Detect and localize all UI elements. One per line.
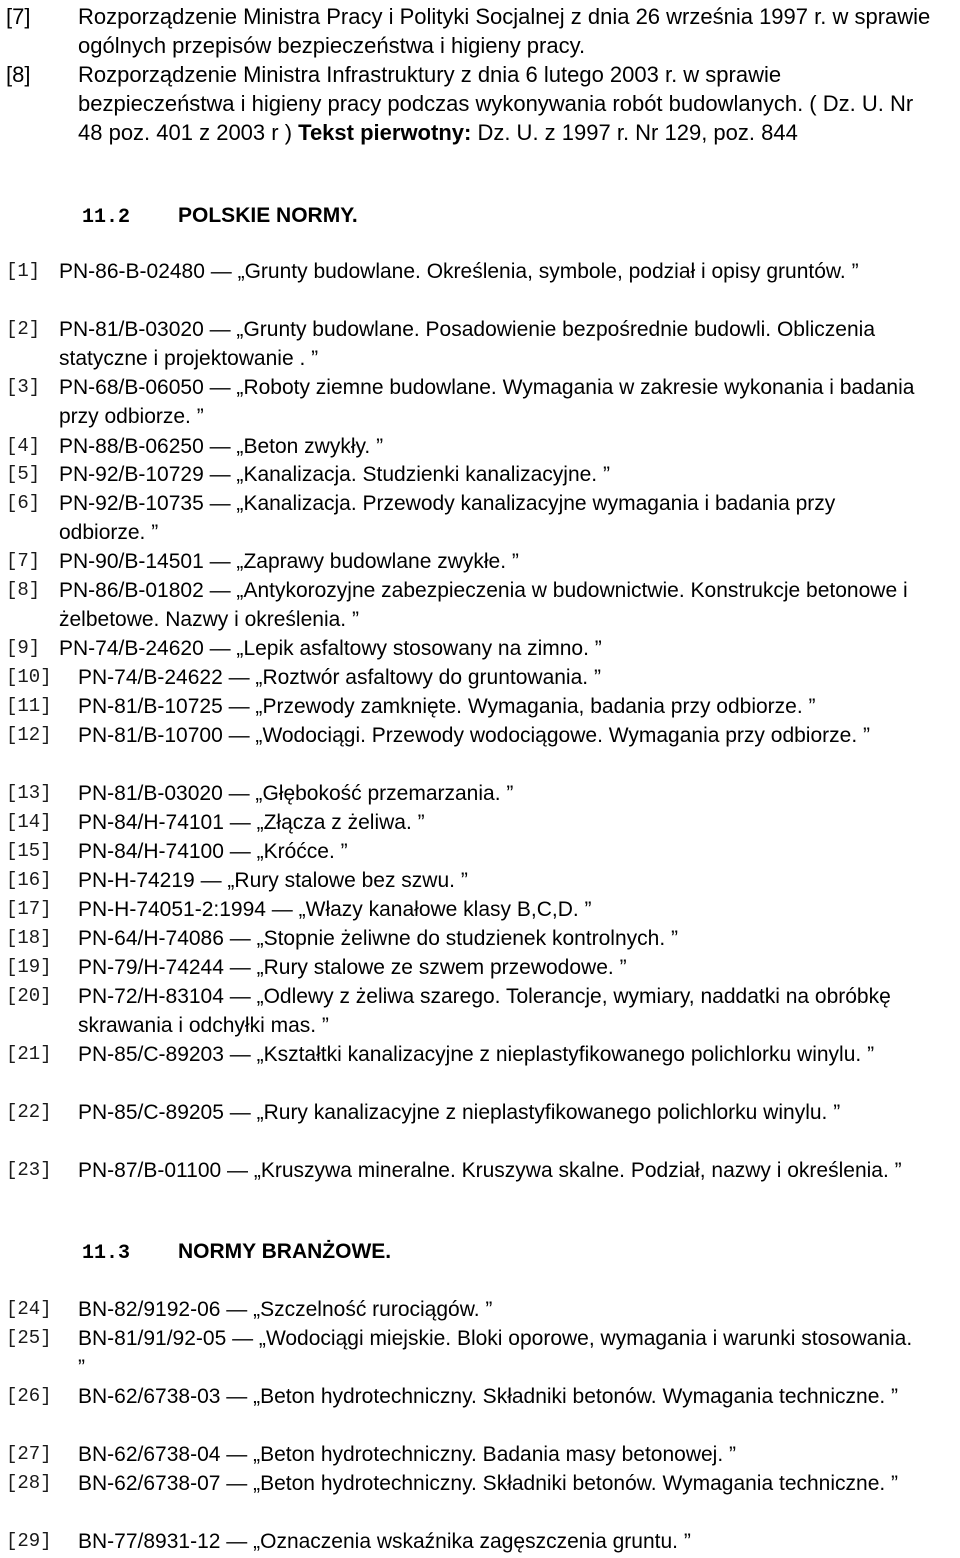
norm-code: BN-62/6738-07	[78, 1472, 221, 1495]
norm-text	[78, 1156, 920, 1185]
dash-separator: — „	[220, 1472, 261, 1495]
norm-number: [4]	[6, 435, 41, 457]
norm-list-item	[0, 1098, 960, 1127]
norm-text	[78, 808, 920, 837]
norm-code: PN-81/B-03020	[59, 318, 204, 341]
norm-title: Włazy kanałowe klasy B,C,D.	[305, 898, 579, 921]
closing-quote: ”	[145, 521, 159, 544]
closing-quote: ”	[665, 927, 678, 950]
dash-separator: — „	[203, 463, 244, 486]
norm-code: PN-81/B-10725	[78, 695, 223, 718]
norm-number: [3]	[6, 376, 41, 398]
norm-list-item	[0, 576, 960, 634]
norm-text	[59, 432, 920, 461]
dash-separator: — „	[203, 492, 244, 515]
closing-quote: ”	[885, 1472, 899, 1495]
norm-text	[78, 1098, 920, 1127]
norm-list-item	[0, 1527, 960, 1556]
norm-text	[78, 1295, 920, 1324]
norm-text	[59, 576, 920, 634]
norm-text	[78, 663, 920, 692]
dash-separator: — „	[226, 1327, 266, 1350]
norm-number: [5]	[6, 463, 41, 485]
norm-number: [22]	[6, 1101, 52, 1123]
norm-text	[59, 489, 920, 547]
norm-code: PN-74/B-24620	[59, 637, 204, 660]
section-title: NORMY BRANŻOWE.	[178, 1240, 392, 1263]
closing-quote: ”	[861, 1043, 875, 1066]
closing-quote: ”	[578, 898, 592, 921]
closing-quote: ”	[78, 1356, 85, 1379]
norm-code: PN-92/B-10735	[59, 492, 204, 515]
dash-separator: — „	[203, 376, 244, 399]
norm-title: Rury kanalizacyjne z nieplastyfikowanego polichlorku winylu.	[263, 1101, 828, 1124]
norm-text	[59, 547, 920, 576]
section-heading-polskie-normy	[82, 201, 358, 232]
norm-title: Grunty budowlane. Określenia, symbole, podział i opisy gruntów.	[244, 260, 846, 283]
norm-code: PN-74/B-24622	[78, 666, 223, 689]
norm-list-item	[0, 1324, 960, 1382]
norm-number: [11]	[6, 695, 52, 717]
closing-quote: ”	[305, 347, 319, 370]
norm-title: Grunty budowlane. Posadowienie bezpośrednie budowli. Obliczenia statyczne i projektowanie .	[59, 318, 875, 370]
norm-list-item	[0, 692, 960, 721]
dash-separator: — „	[223, 927, 264, 950]
closing-quote: ”	[479, 1298, 493, 1321]
norm-code: PN-81/B-03020	[78, 782, 223, 805]
norm-number: [19]	[6, 956, 52, 978]
norm-number: [10]	[6, 666, 52, 688]
norm-title: Szczelność rurociągów.	[260, 1298, 480, 1321]
norm-list-item	[0, 837, 960, 866]
norm-number: [9]	[6, 637, 41, 659]
norm-title: Stopnie żeliwne do studzienek kontrolnych.	[263, 927, 666, 950]
closing-quote: ”	[885, 1385, 899, 1408]
closing-quote: ”	[370, 435, 384, 458]
norm-text	[78, 1527, 920, 1556]
norm-list-item	[0, 1382, 960, 1411]
norm-list-item	[0, 924, 960, 953]
closing-quote: ”	[845, 260, 859, 283]
dash-separator: — „	[223, 1043, 264, 1066]
dash-separator: — „	[223, 985, 264, 1008]
dash-separator: — „	[223, 956, 264, 979]
norm-code: PN-64/H-74086	[78, 927, 224, 950]
norm-title: Oznaczenia wskaźnika zagęszczenia gruntu.	[260, 1530, 678, 1553]
dash-separator: — „	[203, 550, 244, 573]
intro-reference-7	[0, 2, 960, 60]
norm-code: PN-H-74219	[78, 869, 195, 892]
dash-separator: — „	[222, 695, 263, 718]
closing-quote: ”	[723, 1443, 736, 1466]
norm-list-item	[0, 1156, 960, 1185]
closing-quote: ”	[802, 695, 816, 718]
norm-number: [26]	[6, 1385, 52, 1407]
norm-list-item	[0, 257, 960, 286]
norm-number: [23]	[6, 1159, 52, 1181]
norm-code: PN-92/B-10729	[59, 463, 204, 486]
norm-title: Beton hydrotechniczny. Składniki betonów. Wymagania techniczne.	[260, 1472, 886, 1495]
norm-code: PN-90/B-14501	[59, 550, 204, 573]
norm-text	[78, 837, 920, 866]
norm-code: PN-68/B-06050	[59, 376, 204, 399]
norm-text	[78, 866, 920, 895]
norm-code: PN-88/B-06250	[59, 435, 204, 458]
norm-title: Roboty ziemne budowlane. Wymagania w zakresie wykonania i badania przy odbiorze.	[59, 376, 915, 428]
norm-number: [8]	[6, 579, 41, 601]
dash-separator: — „	[222, 782, 263, 805]
dash-separator: — „	[204, 260, 245, 283]
closing-quote: ”	[827, 1101, 841, 1124]
norm-title: Króćce.	[263, 840, 335, 863]
norm-text	[78, 721, 920, 750]
norm-text	[59, 373, 920, 431]
dash-separator: — „	[203, 318, 244, 341]
reference-number: [7]	[6, 4, 31, 29]
norm-title: Beton zwykły.	[243, 435, 371, 458]
dash-separator: — „	[203, 435, 244, 458]
dash-separator: — „	[222, 724, 263, 747]
norm-number: [24]	[6, 1298, 52, 1320]
norm-text	[78, 1382, 920, 1411]
closing-quote: ”	[506, 550, 519, 573]
norm-text	[78, 692, 920, 721]
norm-list-item	[0, 1440, 960, 1469]
norm-list-item	[0, 489, 960, 547]
norm-list-item	[0, 547, 960, 576]
norm-title: Beton hydrotechniczny. Składniki betonów. Wymagania techniczne.	[260, 1385, 886, 1408]
norm-number: [1]	[6, 260, 41, 282]
norm-list-item	[0, 663, 960, 692]
norm-code: PN-86/B-01802	[59, 579, 204, 602]
norm-number: [13]	[6, 782, 52, 804]
norm-code: PN-87/B-01100	[78, 1159, 222, 1182]
norm-number: [21]	[6, 1043, 52, 1065]
norm-code: BN-77/8931-12	[78, 1530, 221, 1553]
norm-number: [20]	[6, 985, 52, 1007]
norm-number: [15]	[6, 840, 52, 862]
norm-title: Rury stalowe bez szwu.	[234, 869, 455, 892]
section-number: 11.3	[82, 1242, 131, 1265]
norm-number: [27]	[6, 1443, 52, 1465]
dash-separator: — „	[223, 840, 264, 863]
norm-list-item	[0, 721, 960, 750]
norm-text	[59, 315, 920, 373]
closing-quote: ”	[588, 666, 601, 689]
norm-number: [16]	[6, 869, 52, 891]
norm-number: [25]	[6, 1327, 52, 1349]
norm-list-item	[0, 460, 960, 489]
norm-title: Antykorozyjne zabezpieczenia w budownictwie. Konstrukcje betonowe i żelbetowe. Nazwy i określenia.	[59, 579, 908, 631]
norm-number: [2]	[6, 318, 41, 340]
norm-code: PN-84/H-74100	[78, 840, 224, 863]
closing-quote: ”	[316, 1014, 329, 1037]
dash-separator: — „	[194, 869, 235, 892]
norm-text	[78, 1440, 920, 1469]
closing-quote: ”	[411, 811, 425, 834]
dash-separator: — „	[203, 579, 244, 602]
reference-bold-label: Tekst pierwotny:	[298, 120, 472, 145]
intro-reference-8	[0, 60, 960, 147]
norm-list-item	[0, 1040, 960, 1069]
closing-quote: ”	[857, 724, 870, 747]
norm-list-item	[0, 634, 960, 663]
reference-text: Rozporządzenie Ministra Infrastruktury z dnia 6 lutego 2003 r. w sprawie bezpieczeństwa i higieny pracy podczas wykonywania robót budowlanych. ( Dz. U. Nr 48 poz. 401 z 2003 r ) Tekst pierwotny: Dz. U. z 1997 r. Nr 129, poz. 844	[78, 62, 914, 145]
norm-text	[78, 953, 920, 982]
norm-title: Zaprawy budowlane zwykłe.	[243, 550, 507, 573]
norm-title: Roztwór asfaltowy do gruntowania.	[262, 666, 589, 689]
closing-quote: ”	[588, 637, 602, 660]
dash-separator: — „	[221, 1159, 261, 1182]
section-heading-normy-branzowe	[82, 1237, 391, 1268]
dash-separator: — „	[223, 1101, 264, 1124]
norm-number: [6]	[6, 492, 41, 514]
norm-list-item	[0, 866, 960, 895]
norm-number: [17]	[6, 898, 52, 920]
dash-separator: — „	[220, 1443, 261, 1466]
norm-code: BN-81/91/92-05	[78, 1327, 227, 1350]
dash-separator: — „	[265, 898, 306, 921]
dash-separator: — „	[222, 666, 263, 689]
norm-title: Kanalizacja. Przewody kanalizacyjne wymagania i badania przy odbiorze.	[59, 492, 836, 544]
norm-list-item	[0, 808, 960, 837]
norm-title: Wodociągi miejskie. Bloki oporowe, wymagania i warunki stosowania.	[265, 1327, 913, 1350]
norm-list-item	[0, 895, 960, 924]
norm-list-item	[0, 779, 960, 808]
closing-quote: ”	[597, 463, 610, 486]
norm-code: PN-85/C-89203	[78, 1043, 224, 1066]
closing-quote: ”	[678, 1530, 691, 1553]
norm-title: Głębokość przemarzania.	[262, 782, 501, 805]
norm-title: Odlewy z żeliwa szarego. Tolerancje, wymiary, naddatki na obróbkę skrawania i odchyłki mas.	[78, 985, 891, 1037]
norm-number: [12]	[6, 724, 52, 746]
dash-separator: — „	[220, 1385, 261, 1408]
norm-code: BN-62/6738-04	[78, 1443, 221, 1466]
norm-number: [14]	[6, 811, 52, 833]
closing-quote: ”	[190, 405, 204, 428]
norm-title: Złącza z żeliwa.	[263, 811, 412, 834]
section-number: 11.2	[82, 206, 131, 229]
norm-title: Przewody zamknięte. Wymagania, badania przy odbiorze.	[262, 695, 803, 718]
closing-quote: ”	[888, 1159, 902, 1182]
norm-code: BN-62/6738-03	[78, 1385, 221, 1408]
norm-list-item	[0, 1295, 960, 1324]
norm-code: PN-86-B-02480	[59, 260, 205, 283]
dash-separator: — „	[203, 637, 244, 660]
closing-quote: ”	[346, 608, 359, 631]
norm-text	[78, 1324, 920, 1382]
norm-code: PN-H-74051-2:1994	[78, 898, 266, 921]
norm-code: PN-81/B-10700	[78, 724, 223, 747]
norm-list-item	[0, 315, 960, 373]
closing-quote: ”	[613, 956, 627, 979]
reference-number: [8]	[6, 62, 31, 87]
norm-list-item	[0, 373, 960, 431]
norm-text	[78, 1040, 920, 1069]
norm-text	[78, 779, 920, 808]
norm-title: Rury stalowe ze szwem przewodowe.	[263, 956, 614, 979]
section-title: POLSKIE NORMY.	[178, 204, 358, 227]
norm-number: [18]	[6, 927, 52, 949]
norm-title: Lepik asfaltowy stosowany na zimno.	[243, 637, 589, 660]
norm-code: PN-85/C-89205	[78, 1101, 224, 1124]
norm-code: PN-84/H-74101	[78, 811, 224, 834]
norm-list-item	[0, 432, 960, 461]
norm-text	[78, 924, 920, 953]
closing-quote: ”	[500, 782, 514, 805]
dash-separator: — „	[220, 1530, 261, 1553]
norm-title: Kanalizacja. Studzienki kanalizacyjne.	[243, 463, 598, 486]
norm-code: BN-82/9192-06	[78, 1298, 221, 1321]
norm-text	[78, 895, 920, 924]
norm-text	[78, 982, 920, 1040]
norm-title: Kruszywa mineralne. Kruszywa skalne. Podział, nazwy i określenia.	[260, 1159, 889, 1182]
norm-list-item	[0, 982, 960, 1040]
norm-text	[78, 1469, 920, 1498]
dash-separator: — „	[223, 811, 264, 834]
norm-title: Wodociągi. Przewody wodociągowe. Wymagania przy odbiorze.	[262, 724, 858, 747]
closing-quote: ”	[334, 840, 348, 863]
norm-text	[59, 257, 920, 286]
norm-title: Beton hydrotechniczny. Badania masy betonowej.	[260, 1443, 724, 1466]
norm-list-item	[0, 953, 960, 982]
norm-list-item	[0, 1469, 960, 1498]
norm-code: PN-79/H-74244	[78, 956, 224, 979]
reference-text: Rozporządzenie Ministra Pracy i Polityki Socjalnej z dnia 26 września 1997 r. w sprawie ogólnych przepisów bezpieczeństwa i higieny pracy.	[78, 4, 931, 58]
closing-quote: ”	[455, 869, 468, 892]
norm-number: [28]	[6, 1472, 52, 1494]
norm-number: [7]	[6, 550, 41, 572]
norm-number: [29]	[6, 1530, 52, 1552]
norm-title: Kształtki kanalizacyjne z nieplastyfikowanego polichlorku winylu.	[263, 1043, 862, 1066]
norm-text	[59, 460, 920, 489]
norm-text	[59, 634, 920, 663]
norm-code: PN-72/H-83104	[78, 985, 224, 1008]
dash-separator: — „	[220, 1298, 261, 1321]
